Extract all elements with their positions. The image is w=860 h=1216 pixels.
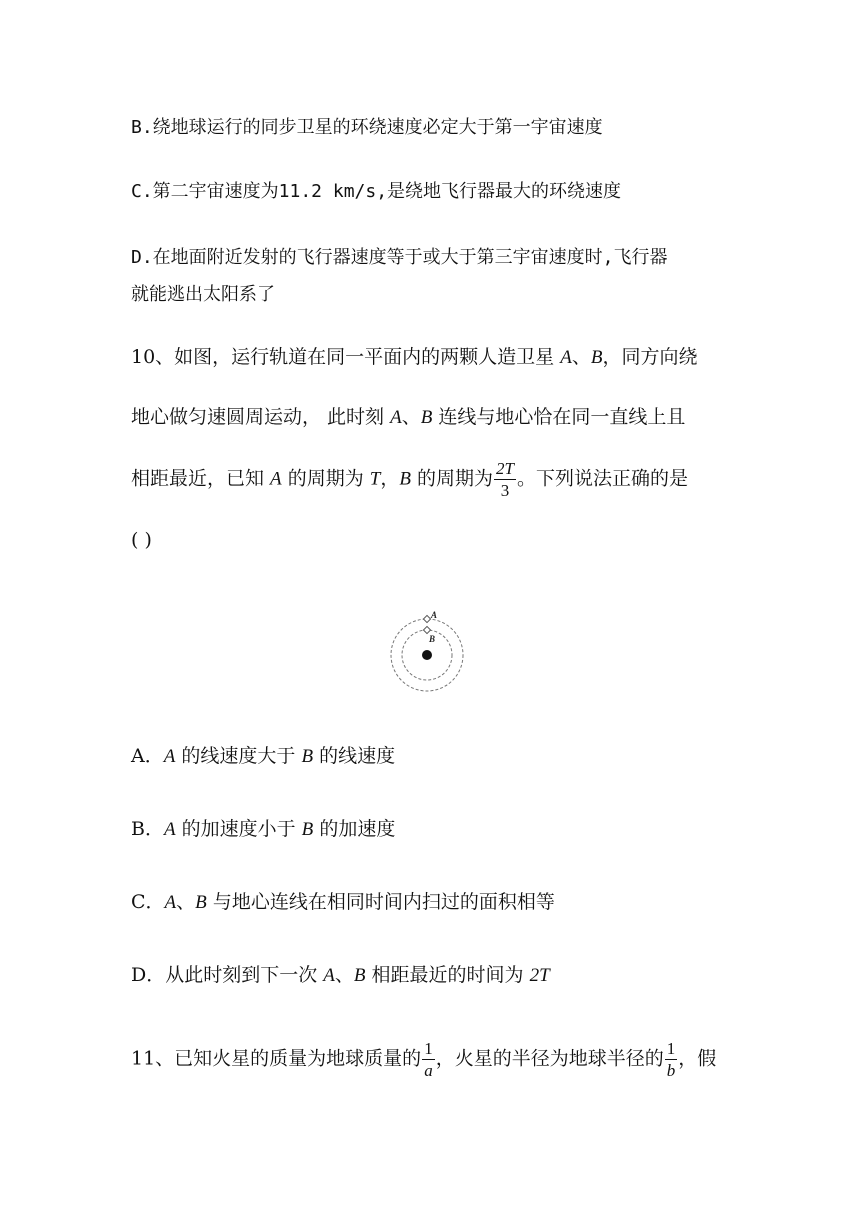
q10-option-d: D．从此时刻到下一次 A、B 相距最近的时间为 2T bbox=[131, 964, 550, 986]
q9-option-d-line2: 就能逃出太阳系了 bbox=[131, 284, 275, 305]
fraction-1-over-a: $\frac{1}{a}$ bbox=[424, 1039, 433, 1080]
fraction-2t-over-3: $\frac{2T}{3}$ bbox=[496, 459, 514, 500]
q10-stem-line3: 相距最近，已知 A 的周期为 T，B 的周期为 $\frac{2T}{3}$ 。下列说法正确的是 bbox=[131, 459, 688, 500]
q10-stem-line2: 地心做匀速圆周运动， 此时刻 A、B 连线与地心恰在同一直线上且 bbox=[131, 406, 686, 428]
satellite-b-marker bbox=[423, 626, 430, 633]
q10-option-b: B．A 的加速度小于 B 的加速度 bbox=[131, 818, 396, 840]
orbit-diagram bbox=[380, 600, 480, 700]
earth-dot bbox=[422, 650, 432, 660]
q11-stem-line1: 11、已知火星的质量为地球质量的 $\frac{1}{a}$ ，火星的半径为地球半径的 $\frac{1}{b}$ ，假 bbox=[131, 1039, 717, 1080]
label-a: A bbox=[431, 610, 438, 620]
q10-option-c: C．A、B 与地心连线在相同时间内扫过的面积相等 bbox=[131, 891, 555, 913]
q9-option-b: B.绕地球运行的同步卫星的环绕速度必定大于第一宇宙速度 bbox=[131, 117, 603, 138]
q9-option-c: C.第二宇宙速度为11.2 km/s,是绕地飞行器最大的环绕速度 bbox=[131, 181, 622, 202]
fraction-1-over-b: $\frac{1}{b}$ bbox=[666, 1039, 676, 1080]
q9-option-d-line1: D.在地面附近发射的飞行器速度等于或大于第三宇宙速度时,飞行器 bbox=[131, 247, 668, 268]
label-b: B bbox=[429, 634, 436, 644]
satellite-a-marker bbox=[423, 615, 430, 622]
answer-paren: ( ) bbox=[131, 529, 152, 551]
q10-option-a: A．A 的线速度大于 B 的线速度 bbox=[131, 745, 396, 767]
q10-stem-line1: 10、如图，运行轨道在同一平面内的两颗人造卫星 A、B，同方向绕 bbox=[131, 346, 698, 368]
